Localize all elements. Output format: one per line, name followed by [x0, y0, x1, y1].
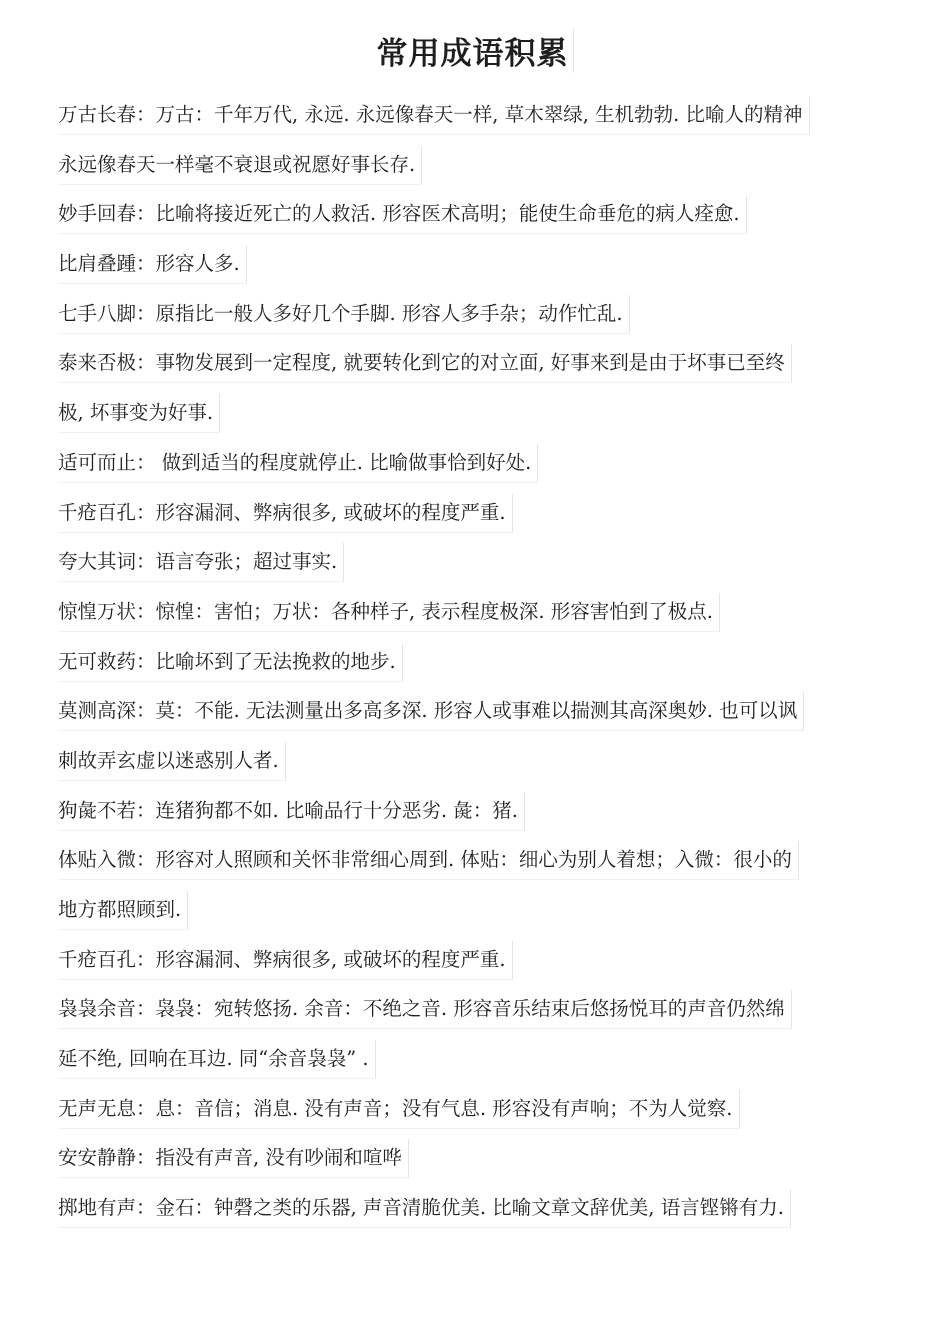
page-title: [0, 28, 950, 73]
idiom-text: 泰来否极：事物发展到一定程度, 就要转化到它的对立面, 好事来到是由于坏事已至终: [58, 344, 792, 383]
idiom-text: 千疮百孔：形容漏洞、弊病很多, 或破坏的程度严重.: [58, 494, 513, 533]
text-line: [58, 1183, 898, 1233]
text-line: [58, 388, 898, 438]
idiom-text: 七手八脚：原指比一般人多好几个手脚. 形容人多手杂；动作忙乱.: [58, 295, 630, 334]
text-line: [58, 637, 898, 687]
text-line: [58, 786, 898, 836]
text-line: [58, 338, 898, 388]
idiom-text: 莫测高深：莫：不能. 无法测量出多高多深. 形容人或事难以揣测其高深奥妙. 也可以讽: [58, 692, 804, 731]
text-line: [58, 189, 898, 239]
text-line: [58, 885, 898, 935]
text-line: [58, 438, 898, 488]
idiom-text: 延不绝, 回响在耳边. 同“余音袅袅” .: [58, 1040, 376, 1079]
idiom-text: 适可而止： 做到适当的程度就停止. 比喻做事恰到好处.: [58, 444, 538, 483]
text-line: [58, 935, 898, 985]
text-line: [58, 1084, 898, 1134]
idiom-text: 惊惶万状：惊惶：害怕；万状：各种样子, 表示程度极深. 形容害怕到了极点.: [58, 593, 720, 632]
idiom-text: 安安静静：指没有声音, 没有吵闹和喧哗: [58, 1139, 409, 1178]
idiom-text: 掷地有声：金石：钟磬之类的乐器, 声音清脆优美. 比喻文章文辞优美, 语言铿锵有力.: [58, 1189, 791, 1228]
text-line: [58, 90, 898, 140]
idiom-text: 妙手回春：比喻将接近死亡的人救活. 形容医术高明；能使生命垂危的病人痊愈.: [58, 195, 747, 234]
idiom-text: 袅袅余音：袅袅：宛转悠扬. 余音：不绝之音. 形容音乐结束后悠扬悦耳的声音仍然绵: [58, 990, 792, 1029]
idiom-text: 永远像春天一样毫不衰退或祝愿好事长存.: [58, 146, 422, 185]
idiom-text: 千疮百孔：形容漏洞、弊病很多, 或破坏的程度严重.: [58, 941, 513, 980]
idiom-text: 万古长春：万古：千年万代, 永远. 永远像春天一样, 草木翠绿, 生机勃勃. 比喻人的精神: [58, 96, 810, 135]
text-line: [58, 289, 898, 339]
text-line: [58, 239, 898, 289]
text-line: [58, 140, 898, 190]
text-line: [58, 488, 898, 538]
idiom-text: 夸大其词：语言夸张；超过事实.: [58, 543, 344, 582]
text-line: [58, 1034, 898, 1084]
text-line: [58, 1133, 898, 1183]
idiom-text: 比肩叠踵：形容人多.: [58, 245, 247, 284]
idiom-text: 极, 坏事变为好事.: [58, 394, 220, 433]
idiom-text: 无声无息：息：音信；消息. 没有声音；没有气息. 形容没有声响；不为人觉察.: [58, 1090, 740, 1129]
idiom-text: 地方都照顾到.: [58, 891, 188, 930]
idiom-text: 狗彘不若：连猪狗都不如. 比喻品行十分恶劣. 彘：猪.: [58, 792, 525, 831]
page-title-text: 常用成语积累: [377, 28, 574, 73]
text-line: [58, 835, 898, 885]
idiom-text: 无可救药：比喻坏到了无法挽救的地步.: [58, 643, 403, 682]
idiom-text: 刺故弄玄虚以迷惑别人者.: [58, 742, 286, 781]
text-line: [58, 587, 898, 637]
text-line: [58, 686, 898, 736]
text-line: [58, 736, 898, 786]
text-line: [58, 984, 898, 1034]
text-line: [58, 537, 898, 587]
idiom-text: 体贴入微：形容对人照顾和关怀非常细心周到. 体贴：细心为别人着想；入微：很小的: [58, 841, 799, 880]
idiom-list: [58, 90, 898, 1233]
